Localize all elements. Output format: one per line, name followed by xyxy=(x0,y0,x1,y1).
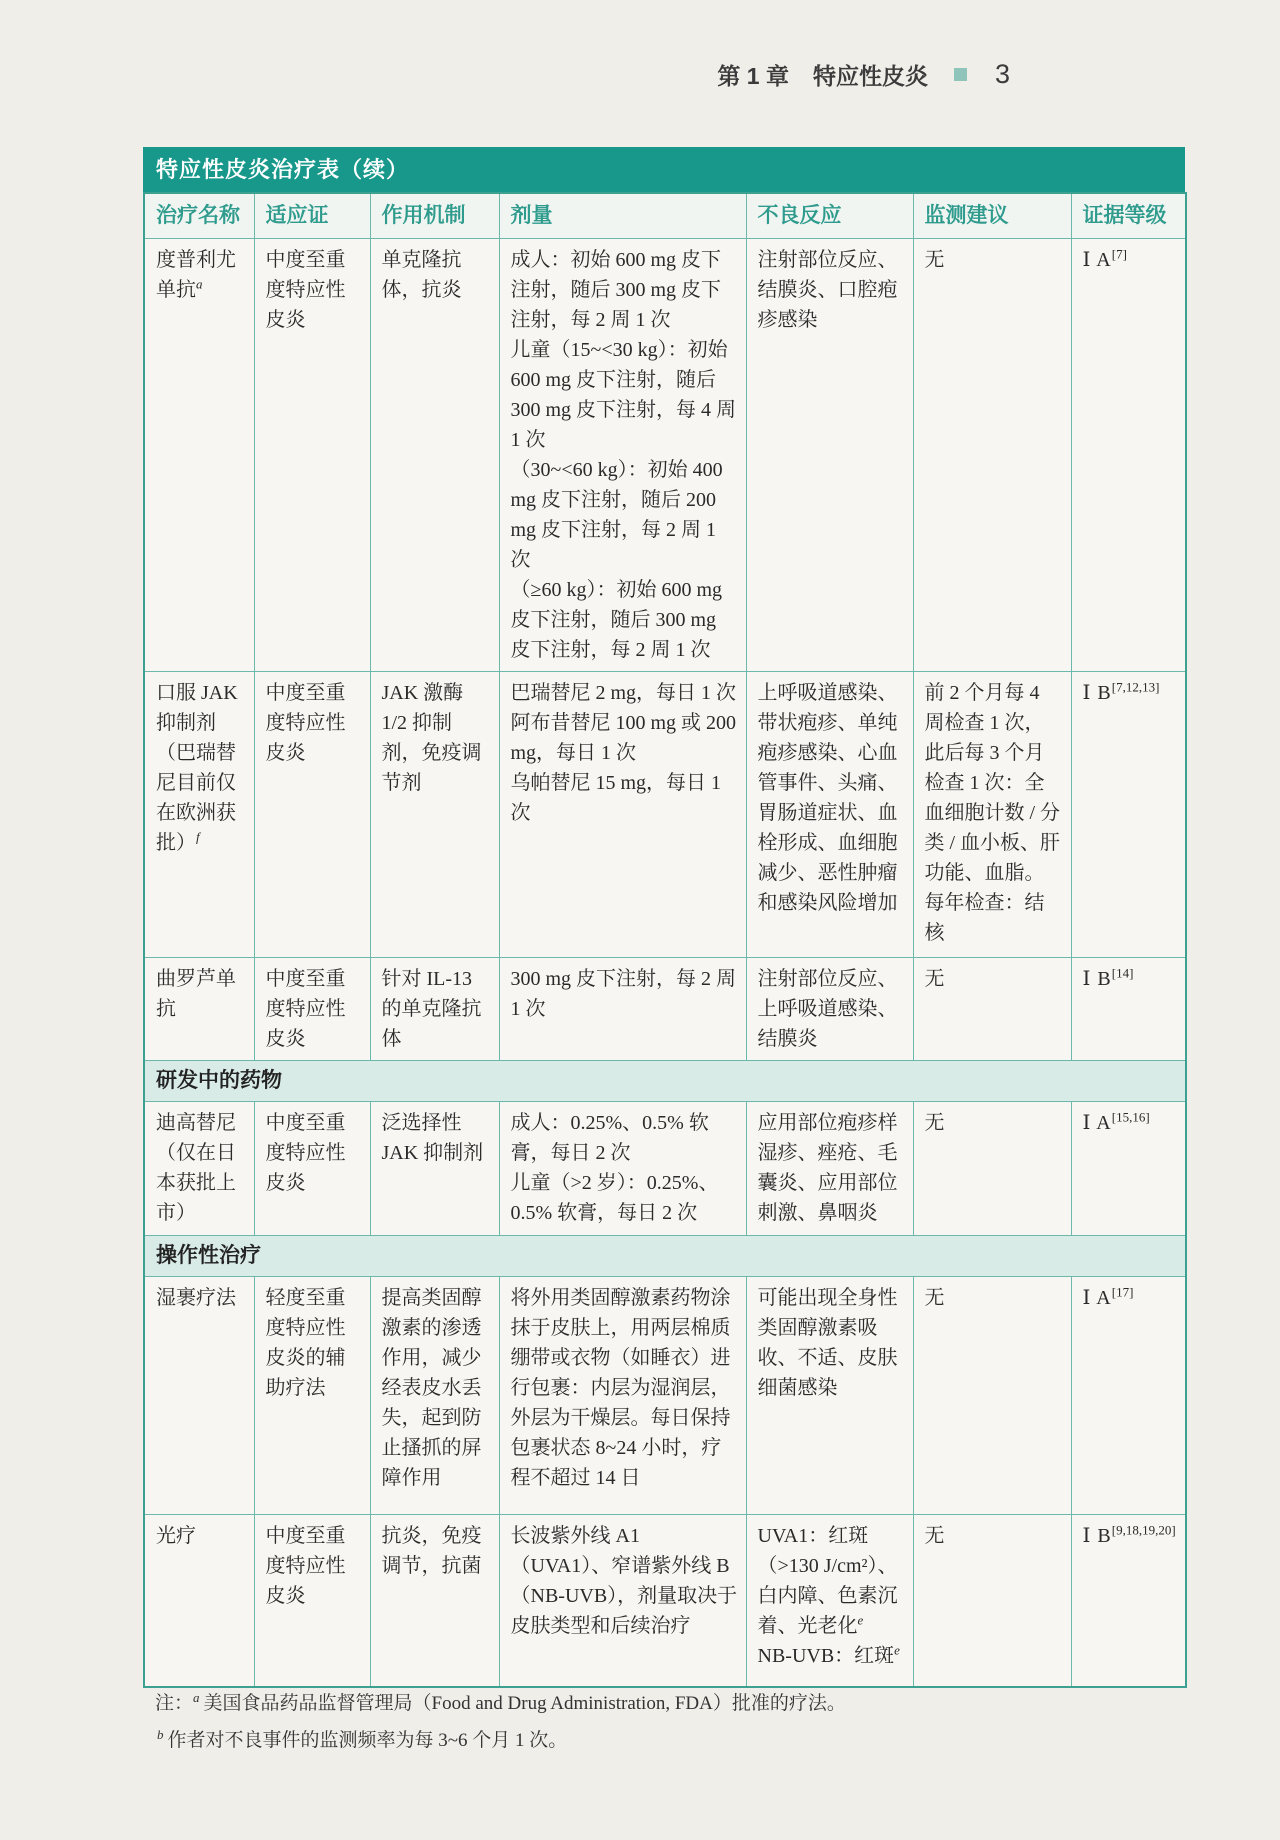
section-marker-icon xyxy=(954,68,967,81)
cell-dosage: 巴瑞替尼 2 mg，每日 1 次 阿布昔替尼 100 mg 或 200 mg，每日 1 次 乌帕替尼 15 mg，每日 1 次 xyxy=(499,672,746,958)
footnote-a xyxy=(155,1685,1155,1722)
cell-treatment-name xyxy=(144,1277,254,1515)
cell-monitoring: 前 2 个月每 4 周检查 1 次，此后每 3 个月检查 1 次：全血细胞计数 / 分类 / 血小板、肝功能、血脂。每年检查：结核 xyxy=(913,672,1071,958)
cell-treatment-name xyxy=(144,1515,254,1687)
treatment-name: 度普利尤单抗 xyxy=(156,249,236,301)
table-row-delgocitinib xyxy=(144,1102,1186,1236)
cell-dosage: 将外用类固醇激素药物涂抹于皮肤上，用两层棉质绷带或衣物（如睡衣）进行包裹：内层为湿润层，外层为干燥层。每日保持包裹状态 8~24 小时，疗程不超过 14 日 xyxy=(499,1277,746,1515)
footnote-marker: a xyxy=(193,1689,200,1705)
column-header-monitoring: 监测建议 xyxy=(913,193,1071,239)
treatment-name: 湿裹疗法 xyxy=(156,1287,236,1309)
footnote-marker: e xyxy=(857,1612,864,1628)
table-row-oral-jak xyxy=(144,672,1186,958)
cell-evidence: Ⅰ B[7,12,13] xyxy=(1071,672,1186,958)
column-header-adverse: 不良反应 xyxy=(746,193,913,239)
cell-evidence: Ⅰ B[9,18,19,20] xyxy=(1071,1515,1186,1687)
cell-dosage: 长波紫外线 A1（UVA1）、窄谱紫外线 B（NB-UVB），剂量取决于皮肤类型和后续治疗 xyxy=(499,1515,746,1687)
table-grid xyxy=(143,192,1187,1688)
footnote-text: 作者对不良事件的监测频率为每 3~6 个月 1 次。 xyxy=(167,1730,568,1751)
cell-dosage: 成人：初始 600 mg 皮下注射，随后 300 mg 皮下注射，每 2 周 1 次 儿童（15~<30 kg）：初始 600 mg 皮下注射，随后 300 mg 皮下注射，每 4 周 1 次 （30~<60 kg）：初始 400 mg 皮下注射，随后 200 mg 皮下注射，每 2 周 1 次 （≥60 kg）：初始 600 mg 皮下注射，随后 300 mg 皮下注射，每 2 周 1 次 xyxy=(499,239,746,672)
cell-monitoring: 无 xyxy=(913,1515,1071,1687)
cell-adverse: 注射部位反应、上呼吸道感染、结膜炎 xyxy=(746,958,913,1061)
treatment-name: 光疗 xyxy=(156,1525,196,1547)
cell-evidence: Ⅰ B[14] xyxy=(1071,958,1186,1061)
cell-adverse: 上呼吸道感染、带状疱疹、单纯疱疹感染、心血管事件、头痛、胃肠道症状、血栓形成、血细胞减少、恶性肿瘤和感染风险增加 xyxy=(746,672,913,958)
footnote-marker: e xyxy=(894,1642,900,1658)
section-row-in-development xyxy=(144,1061,1186,1102)
reference-marker: [14] xyxy=(1111,965,1134,981)
cell-monitoring: 无 xyxy=(913,239,1071,672)
footnote-marker: f xyxy=(196,829,200,845)
reference-marker: [15,16] xyxy=(1111,1109,1150,1125)
section-label: 操作性治疗 xyxy=(144,1236,1186,1277)
cell-monitoring: 无 xyxy=(913,1102,1071,1236)
footnote-text: 美国食品药品监督管理局（Food and Drug Administration, FDA）批准的疗法。 xyxy=(203,1693,846,1714)
footnotes xyxy=(155,1685,1155,1759)
cell-indication: 轻度至重度特应性皮炎的辅助疗法 xyxy=(254,1277,370,1515)
cell-indication: 中度至重度特应性皮炎 xyxy=(254,1102,370,1236)
footnote-prefix: 注： xyxy=(155,1693,194,1714)
cell-mechanism: JAK 激酶 1/2 抑制剂，免疫调节剂 xyxy=(370,672,499,958)
table-row-wet-wrap xyxy=(144,1277,1186,1515)
footnote-b xyxy=(155,1722,1155,1759)
cell-mechanism: 针对 IL-13 的单克隆抗体 xyxy=(370,958,499,1061)
cell-dosage: 300 mg 皮下注射，每 2 周 1 次 xyxy=(499,958,746,1061)
running-head xyxy=(0,58,1010,91)
table-row-tralokinumab xyxy=(144,958,1186,1061)
cell-monitoring: 无 xyxy=(913,1277,1071,1515)
page-number: 3 xyxy=(994,59,1010,89)
cell-mechanism: 单克隆抗体，抗炎 xyxy=(370,239,499,672)
cell-indication: 中度至重度特应性皮炎 xyxy=(254,672,370,958)
reference-marker: [7,12,13] xyxy=(1111,679,1160,695)
footnote-marker: a xyxy=(196,276,203,292)
cell-evidence: Ⅰ A[17] xyxy=(1071,1277,1186,1515)
section-row-procedural xyxy=(144,1236,1186,1277)
column-header-mechanism: 作用机制 xyxy=(370,193,499,239)
treatment-name: 迪高替尼（仅在日本获批上市） xyxy=(156,1112,236,1224)
treatment-name: 口服 JAK 抑制剂（巴瑞替尼目前仅在欧洲获批） xyxy=(156,682,238,854)
cell-adverse: UVA1：红斑（>130 J/cm²）、白内障、色素沉着、光老化$^e$ NB-UVB：红斑$^e$ xyxy=(746,1515,913,1687)
cell-evidence: Ⅰ A[15,16] xyxy=(1071,1102,1186,1236)
section-label: 研发中的药物 xyxy=(144,1061,1186,1102)
treatment-name: 曲罗芦单抗 xyxy=(156,968,236,1020)
reference-marker: [7] xyxy=(1111,246,1127,262)
reference-marker: [9,18,19,20] xyxy=(1111,1522,1176,1538)
column-header-evidence: 证据等级 xyxy=(1071,193,1186,239)
cell-mechanism: 提高类固醇激素的渗透作用，减少经表皮水丢失，起到防止搔抓的屏障作用 xyxy=(370,1277,499,1515)
chapter-title: 特应性皮炎 xyxy=(812,63,928,89)
column-header-indication: 适应证 xyxy=(254,193,370,239)
table-row-dupilumab xyxy=(144,239,1186,672)
column-header-treatment: 治疗名称 xyxy=(144,193,254,239)
reference-marker: [17] xyxy=(1111,1284,1134,1300)
cell-monitoring: 无 xyxy=(913,958,1071,1061)
cell-dosage: 成人：0.25%、0.5% 软膏，每日 2 次 儿童（>2 岁）：0.25%、0.5% 软膏，每日 2 次 xyxy=(499,1102,746,1236)
cell-evidence: Ⅰ A[7] xyxy=(1071,239,1186,672)
column-header-dosage: 剂量 xyxy=(499,193,746,239)
cell-treatment-name xyxy=(144,958,254,1061)
table-header-row xyxy=(144,193,1186,239)
cell-indication: 中度至重度特应性皮炎 xyxy=(254,239,370,672)
cell-mechanism: 抗炎，免疫调节，抗菌 xyxy=(370,1515,499,1687)
table-row-phototherapy xyxy=(144,1515,1186,1687)
cell-mechanism: 泛选择性 JAK 抑制剂 xyxy=(370,1102,499,1236)
cell-treatment-name xyxy=(144,672,254,958)
cell-adverse: 可能出现全身性类固醇激素吸收、不适、皮肤细菌感染 xyxy=(746,1277,913,1515)
cell-adverse: 注射部位反应、结膜炎、口腔疱疹感染 xyxy=(746,239,913,672)
chapter-label: 第 1 章 xyxy=(717,63,789,89)
cell-indication: 中度至重度特应性皮炎 xyxy=(254,1515,370,1687)
cell-indication: 中度至重度特应性皮炎 xyxy=(254,958,370,1061)
cell-treatment-name xyxy=(144,1102,254,1236)
cell-adverse: 应用部位疱疹样湿疹、痤疮、毛囊炎、应用部位刺激、鼻咽炎 xyxy=(746,1102,913,1236)
table-title: 特应性皮炎治疗表（续） xyxy=(143,147,1185,192)
footnote-marker: b xyxy=(157,1726,164,1742)
cell-treatment-name xyxy=(144,239,254,672)
treatment-table xyxy=(143,147,1185,1688)
